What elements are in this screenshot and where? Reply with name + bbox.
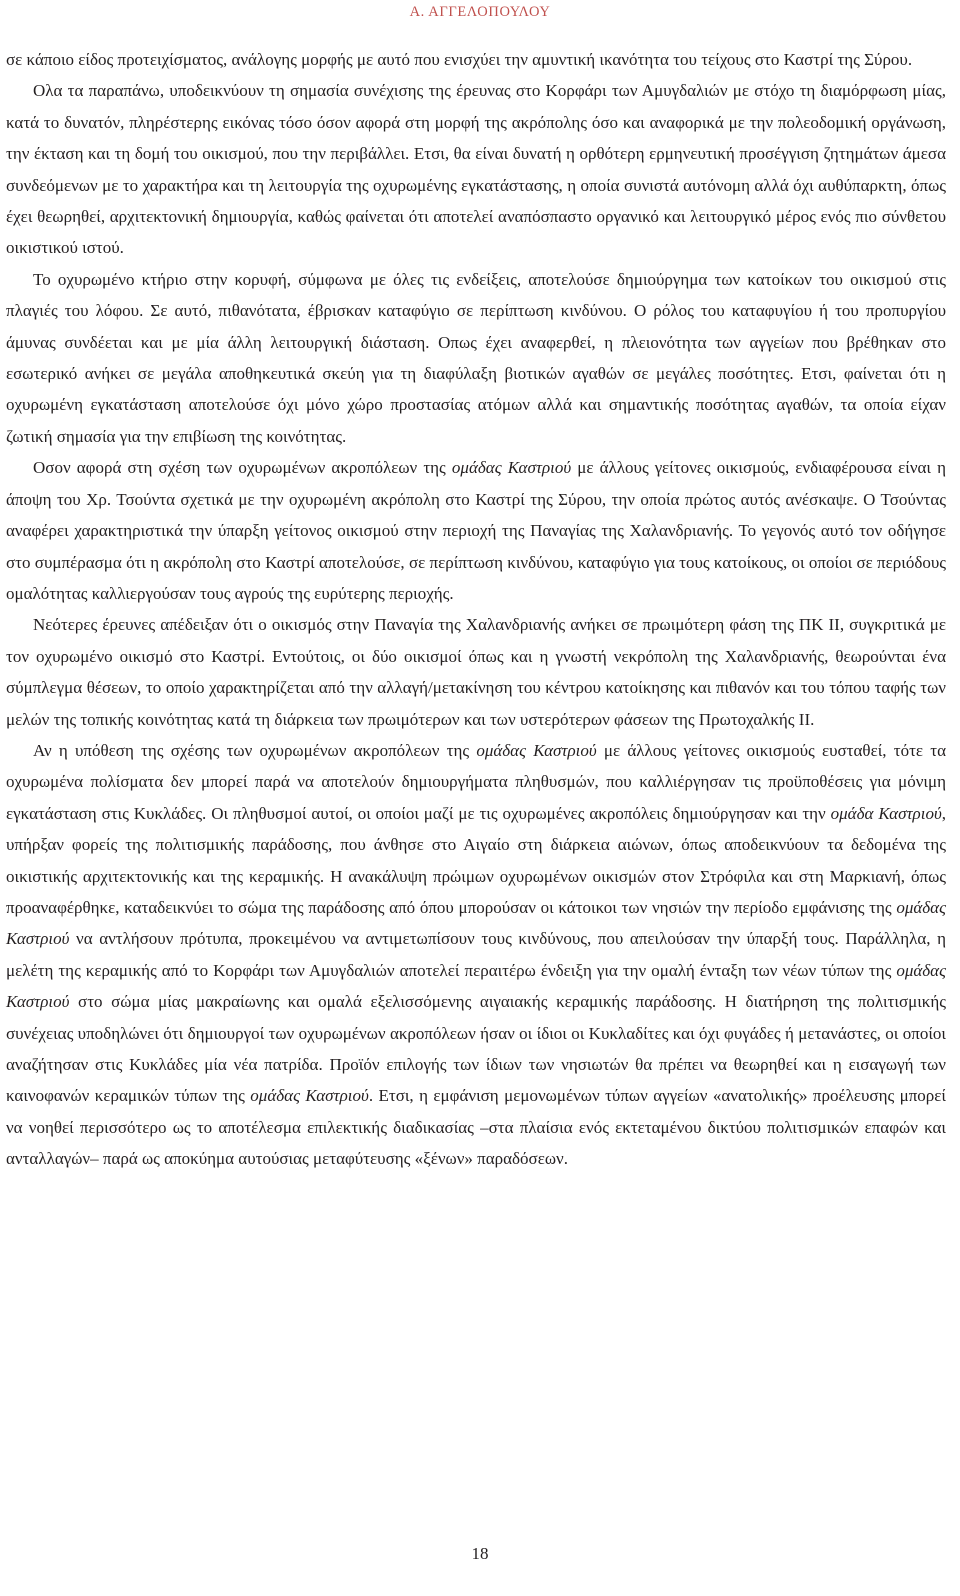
text-run: . Ετσι, η εμφάνιση μεμονωμένων τύπων αγγείων «ανατολικής» προέλευσης μπορεί να νοηθεί περισσότερο ως το αποτέλεσμα επιλεκτικής διαδικασίας –στα πλαίσια ενός εκτεταμένου δικτύου πολιτισμικών επαφών και ανταλλαγών– παρά ως αποκύημα αυτούσιας μεταφύτευσης «ξένων» παραδόσεων. — [6, 1086, 947, 1169]
text-run: σε κάποιο είδος προτειχίσματος, ανάλογης μορφής με αυτό που ενισχύει την αμυντική ικανότητα του τείχους στο Καστρί της Σύρου. — [6, 50, 913, 69]
text-run: Νεότερες έρευνες απέδειξαν ότι ο οικισμός στην Παναγία της Χαλανδριανής ανήκει σε πρωιμότερη φάση της ΠΚ ΙΙ, συγκριτικά με τον οχυρωμένο οικισμό στο Καστρί. Εντούτοις, οι δύο οικισμοί όπως και η γνωστή νεκρόπολη της Χαλανδριανής, θεωρούνται ένα σύμπλεγμα θέσεων, το οποίο χαρακτηρίζεται από την αλλαγή/μετακίνηση του κέντρου κατοίκησης και πιθανόν και του τόπου ταφής των μελών της τοπικής κοινότητας κατά τη διάρκεια των πρωιμότερων και των υστερότερων φάσεων της Πρωτοχαλκής ΙΙ. — [6, 615, 946, 729]
body-text — [6, 44, 946, 1175]
text-run: Αν η υπόθεση της σχέσης των οχυρωμένων ακροπόλεων της — [33, 740, 477, 760]
italic-term: ομάδας Καστριού — [451, 458, 572, 478]
text-run: στο σώμα μίας μακραίωνης και ομαλά εξελισσόμενης αιγαιακής κεραμικής παράδοσης. Η διατήρηση της πολιτισμικής συνέχειας υποδηλώνει ότι δημιουργοί των οχυρωμένων ακροπόλεων ήσαν οι ίδιοι οι Κυκλαδίτες και όχι φυγάδες ή μετανάστες, οι οποίοι αναζήτησαν στις Κυκλάδες μία νέα πατρίδα. Προϊόν επιλογής των ίδιων των νησιωτών θα πρέπει να θεωρηθεί και η εισαγωγή των καινοφανών κεραμικών τύπων της — [6, 992, 946, 1106]
italic-term: ομάδας Καστριού — [250, 1086, 369, 1106]
paragraph — [6, 264, 946, 452]
paragraph — [6, 75, 946, 263]
paragraph — [6, 735, 946, 1175]
text-run: Οσον αφορά στη σχέση των οχυρωμένων ακροπόλεων της — [33, 458, 452, 478]
text-run: με άλλους γείτονες οικισμούς ευσταθεί, τότε τα οχυρωμένα πολίσματα δεν μπορεί παρά να αποτελούν δημιουργήματα πληθυσμών, που καλλιέργησαν τις προϋποθέσεις για μόνιμη εγκατάσταση στις Κυκλάδες. Οι πληθυσμοί αυτοί, οι οποίοι μαζί με τις οχυρωμένες ακροπόλεις δημιούργησαν και την — [6, 740, 946, 823]
italic-term: ομάδας Καστριού — [6, 897, 946, 949]
page-number: 18 — [471, 1544, 489, 1563]
italic-term: ομάδας Καστριού — [6, 960, 946, 1012]
paragraph — [6, 452, 946, 609]
text-run: Ολα τα παραπάνω, υποδεικνύουν τη σημασία συνέχισης της έρευνας στο Κορφάρι των Αμυγδαλιών με στόχο τη διαμόρφωση μίας, κατά το δυνατόν, πληρέστερης εικόνας τόσο όσον αφορά στη μορφή της ακρόπολης όσο και αναφορικά με την πολεοδομική οργάνωση, την έκταση και τη δομή του οικισμού, που την περιβάλλει. Ετσι, θα είναι δυνατή η ορθότερη ερμηνευτική προσέγγιση ζητημάτων άμεσα συνδεόμενων με το χαρακτήρα και τη λειτουργία της οχυρωμένης εγκατάστασης, η οποία συνιστά αυτόνομη αλλά όχι αυθύπαρκτη, όπως έχει θεωρηθεί, αρχιτεκτονική δημιουργία, καθώς φαίνεται ότι αποτελεί αναπόσπαστο οργανικό και λειτουργικό μέρος ενός πιο σύνθετου οικιστικού ιστού. — [6, 81, 946, 258]
text-run: Το οχυρωμένο κτήριο στην κορυφή, σύμφωνα με όλες τις ενδείξεις, αποτελούσε δημιούργημα των κατοίκων του οικισμού στις πλαγιές του λόφου. Σε αυτό, πιθανότατα, έβρισκαν καταφύγιο σε περίπτωση κινδύνου. Ο ρόλος του καταφυγίου ή του προπυργίου άμυνας συνδέεται και με μία άλλη λειτουργική διάσταση. Οπως έχει αναφερθεί, η πλειονότητα των αγγείων που βρέθηκαν στο εσωτερικό ανήκει σε μεγάλα αποθηκευτικά σκεύη για τη διαφύλαξη βιοτικών αγαθών σε μεγάλες ποσότητες. Ετσι, φαίνεται ότι η οχυρωμένη εγκατάσταση αποτελούσε όχι μόνο χώρο προστασίας ατόμων αλλά και σημαντικής ποσότητας αγαθών, τα οποία είχαν ζωτική σημασία για την επιβίωση της κοινότητας. — [6, 269, 946, 446]
running-head: Α. ΑΓΓΕΛΟΠΟΥΛΟΥ — [409, 4, 551, 20]
text-run: με άλλους γείτονες οικισμούς, ενδιαφέρουσα είναι η άποψη του Χρ. Τσούντα σχετικά με την οχυρωμένη ακρόπολη στο Καστρί της Σύρου, την οποία πρώτος αυτός ανέσκαψε. Ο Τσούντας αναφέρει χαρακτηριστικά την ύπαρξη γείτονος οικισμού στην περιοχή της Παναγίας της Χαλανδριανής. Το γεγονός αυτό τον οδήγησε στο συμπέρασμα ότι η ακρόπολη στο Καστρί αποτελούσε, σε περίπτωση κινδύνου, καταφύγιο για τους κατοίκους, οι οποίοι σε περιόδους ομαλότητας καλλιεργούσαν τους αγρούς της ευρύτερης περιοχής. — [6, 458, 947, 603]
paragraph — [6, 44, 946, 75]
italic-term: ομάδας Καστριού — [476, 740, 597, 760]
text-run: να αντλήσουν πρότυπα, προκειμένου να αντιμετωπίσουν τους κινδύνους, που απειλούσαν την ύπαρξή τους. Παράλληλα, η μελέτη της κεραμικής από το Κορφάρι των Αμυγδαλιών αποτελεί περαιτέρω ένδειξη για την ομαλή ένταξη των νέων τύπων της — [6, 929, 946, 980]
text-run: , υπήρξαν φορείς της πολιτισμικής παράδοσης, που άνθησε στο Αιγαίο στη διάρκεια αιώνων, όπως αποδεικνύουν τα δεδομένα της οικιστικής αρχιτεκτονικής και της κεραμικής. Η ανακάλυψη πρώιμων οχυρωμένων οικισμών στον Στρόφιλα και στη Μαρκιανή, όπως προαναφέρθηκε, καταδεικνύει το σώμα της παράδοσης από όπου μπορούσαν οι κάτοικοι των νησιών την περίοδο εμφάνισης της — [6, 803, 946, 917]
paragraph — [6, 609, 946, 735]
italic-term: ομάδα Καστριού — [830, 803, 942, 823]
